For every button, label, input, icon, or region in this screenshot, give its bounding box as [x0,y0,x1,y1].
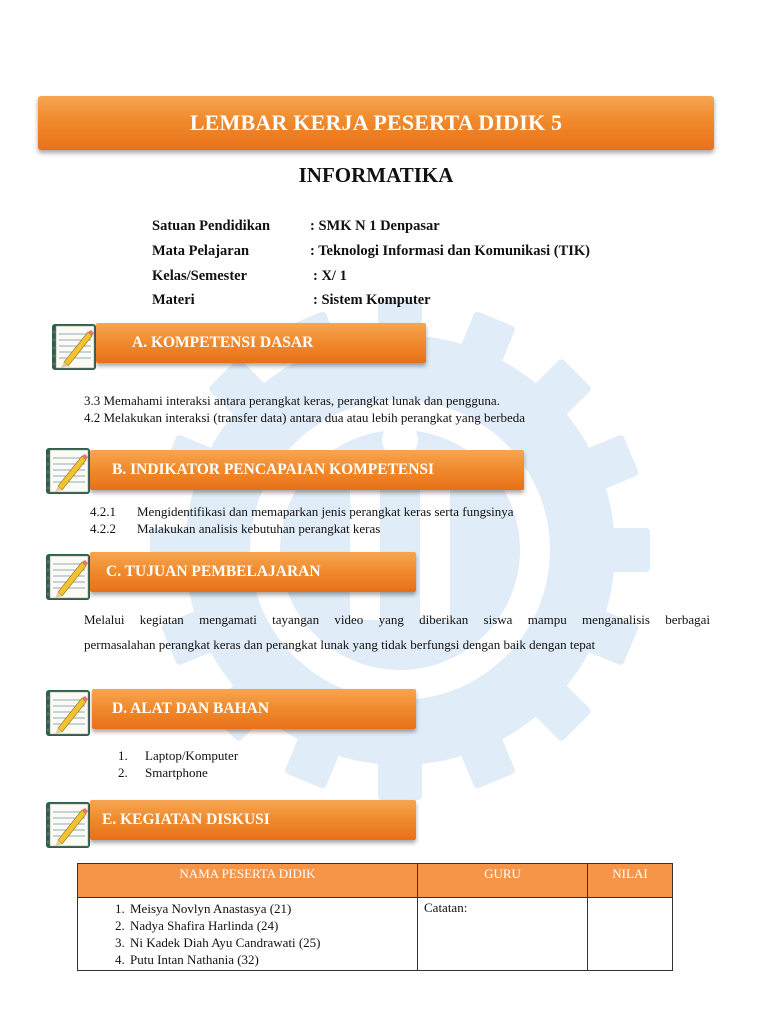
notebook-pencil-icon [38,684,96,742]
section-title: B. INDIKATOR PENCAPAIAN KOMPETENSI [112,461,435,478]
discussion-table [77,863,673,971]
info-label: Mata Pelajaran [152,243,250,259]
title-banner [38,96,714,150]
info-value: : Teknologi Informasi dan Komunikasi (TIK) [310,243,591,259]
info-label: Satuan Pendidikan [152,218,271,234]
indicator-number: 4.2.1 [90,504,116,519]
competency-item: 3.3 Memahami interaksi antara perangkat keras, perangkat lunak dan pengguna. [84,393,500,408]
indicator-text: Mengidentifikasi dan memaparkan jenis perangkat keras serta fungsinya [137,504,514,519]
column-header-nilai: NILAI [588,864,673,898]
notebook-pencil-icon [38,548,96,606]
indicator-text: Malakukan analisis kebutuhan perangkat keras [137,521,381,536]
column-header-guru: GURU [418,864,588,898]
section-title: E. KEGIATAN DISKUSI [102,811,270,828]
section-header-a [96,323,426,363]
section-header-b [90,450,524,490]
info-value: : X/ 1 [313,268,347,284]
subject-title: INFORMATIKA [298,163,454,187]
info-value: : Sistem Komputer [313,292,431,308]
objective-text-line: Melalui kegiatan mengamati tayangan video yang diberikan siswa mampu menganalisis berbagai [84,612,710,627]
list-item: 2. Nadya Shafira Harlinda (24) [128,917,411,934]
member-list [84,900,411,968]
list-item: 3. Ni Kadek Diah Ayu Candrawati (25) [128,934,411,951]
list-item: 4. Putu Intan Nathania (32) [128,951,411,968]
tool-number: 2. [118,765,128,780]
info-value: : SMK N 1 Denpasar [310,218,440,234]
section-header-c [90,552,416,592]
tool-item: Laptop/Komputer [145,748,239,763]
notebook-pencil-icon [38,442,96,500]
document-title: LEMBAR KERJA PESERTA DIDIK 5 [189,110,563,135]
tool-item: Smartphone [145,765,208,780]
section-title: D. ALAT DAN BAHAN [112,700,270,717]
info-label: Kelas/Semester [152,268,248,284]
tool-number: 1. [118,748,128,763]
guru-note-cell[interactable]: Catatan: [418,898,588,971]
section-title: C. TUJUAN PEMBELAJARAN [106,563,321,580]
section-title: A. KOMPETENSI DASAR [132,334,314,351]
section-header-d [92,689,416,729]
members-cell [78,898,418,971]
section-header-e [90,800,416,840]
notebook-pencil-icon [38,796,96,854]
table-header-row [78,864,673,898]
notebook-pencil-icon [44,318,102,376]
table-row [78,898,673,971]
list-item: 1. Meisya Novlyn Anastasya (21) [128,900,411,917]
indicator-number: 4.2.2 [90,521,116,536]
info-label: Materi [152,292,195,308]
nilai-cell[interactable] [588,898,673,971]
competency-item: 4.2 Melakukan interaksi (transfer data) antara dua atau lebih perangkat yang berbeda [84,410,526,425]
column-header-name: NAMA PESERTA DIDIK [78,864,418,898]
objective-text-line: permasalahan perangkat keras dan perangkat lunak yang tidak berfungsi dengan baik dengan tepat [84,637,596,652]
